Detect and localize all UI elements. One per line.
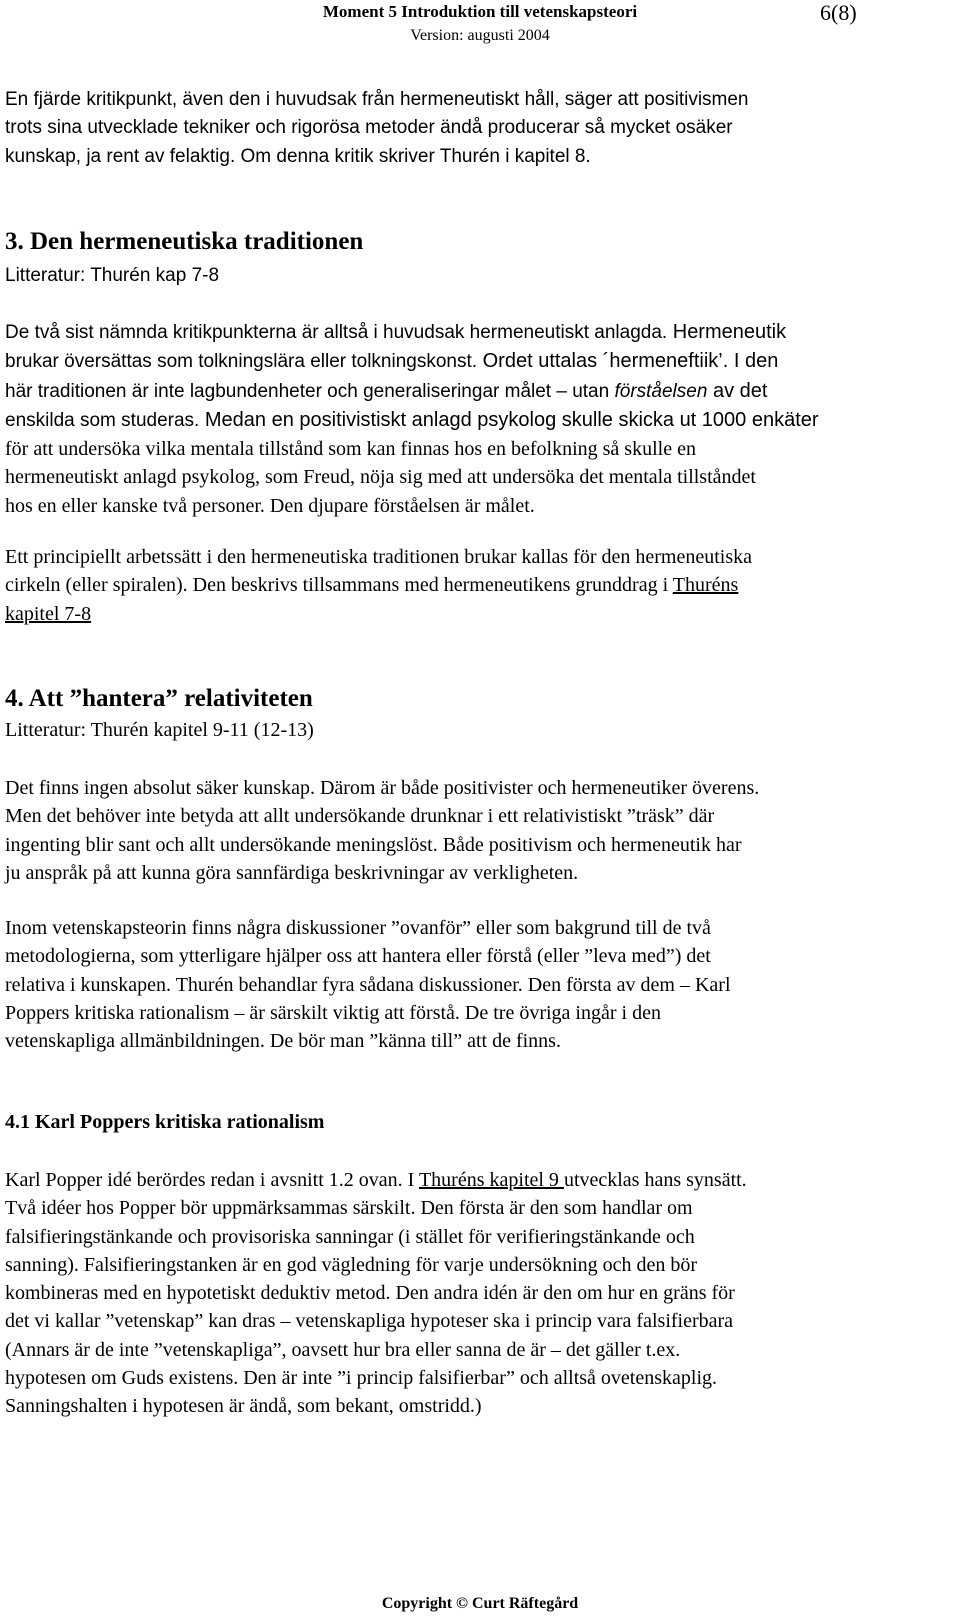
text-line: hypotesen om Guds existens. Den är inte ”i princip falsifierbar” och alltså ovetenskaplig. — [5, 1367, 718, 1390]
header-title: Moment 5 Introduktion till vetenskapsteori — [322, 2, 638, 21]
header-version: Version: augusti 2004 — [410, 27, 550, 44]
text-line: trots sina utvecklade tekniker och rigorösa metoder ändå producerar så mycket osäker — [5, 117, 733, 139]
chapter-reference: Om denna kritik skriver Thurén i kapitel 8. — [240, 145, 591, 167]
section-3 — [5, 228, 950, 256]
section-3-paragraph-1 — [5, 318, 950, 520]
text-line — [5, 318, 950, 347]
text-line: hos en eller kanske två personer. Den djupare förståelsen är målet. — [5, 494, 535, 517]
text-line: falsifieringstänkande och provisoriska sanningar (i stället för verifieringstänkande och — [5, 1225, 695, 1248]
text-run: enskilda som studeras. — [5, 409, 200, 431]
section-4 — [5, 685, 950, 713]
text-run: Medan en positivistiskt anlagd psykolog skulle skicka ut 1000 enkäter — [199, 408, 819, 431]
page-number: 6(8) — [820, 0, 857, 25]
text-line: det vi kallar ”vetenskap” kan dras – vetenskapliga hypoteser ska i princip vara falsifierbara — [5, 1310, 734, 1333]
text-line — [5, 377, 950, 406]
text-line: Ett principiellt arbetssätt i den hermeneutiska traditionen brukar kallas för den hermeneutiska — [5, 546, 752, 568]
text-run: Karl Popper idé berördes redan i avsnitt 1.2 ovan. I — [5, 1169, 419, 1191]
text-run: Ordet uttalas ´hermeneftiik’. I den — [477, 350, 779, 373]
text-line — [5, 600, 950, 628]
text-run: brukar översättas som tolkningslära eller tolkningskonst. — [5, 351, 478, 373]
section-heading: 4. Att ”hantera” relativiteten — [5, 685, 313, 712]
section-3-paragraph-2 — [5, 543, 950, 628]
footer-copyright: Copyright © Curt Räftegård — [381, 1595, 579, 1612]
text-run: De två sist nämnda kritikpunkterna är alltså i huvudsak hermeneutiskt anlagda. — [5, 322, 668, 343]
text-line: relativa i kunskapen. Thurén behandlar fyra sådana diskussioner. Den första av dem – Karl — [5, 973, 731, 996]
text-run: Hermeneutik — [667, 321, 787, 343]
text-line: hermeneutiskt anlagd psykolog, som Freud, nöja sig med att undersöka det mentala tillståndet — [5, 466, 756, 489]
chapter-link[interactable]: Thuréns — [672, 574, 739, 597]
text-line: vetenskapliga allmänbildningen. De bör man ”känna till” att de finns. — [5, 1030, 561, 1053]
text-line: för att undersöka vilka mentala tillstånd som kan finnas hos en befolkning så skulle en — [5, 438, 696, 461]
text-line: sanning). Falsifieringstanken är en god vägledning för varje undersökning och den bör — [5, 1253, 698, 1276]
section-4-1 — [5, 1111, 950, 1134]
text-line: ju anspråk på att kunna göra sannfärdiga beskrivningar av verkligheten. — [5, 861, 579, 884]
literature-line: Litteratur: Thurén kap 7-8 — [5, 265, 220, 286]
text-run: kunskap, ja rent av felaktig. — [5, 145, 241, 167]
chapter-link[interactable]: kapitel 7-8 — [5, 602, 92, 625]
text-line: ingenting blir sant och allt undersökande meningslöst. Både positivism och hermeneutik har — [5, 833, 742, 856]
section-4-1-paragraph — [5, 1166, 950, 1421]
text-line — [5, 143, 950, 171]
text-line — [5, 406, 950, 435]
text-line: metodologierna, som ytterligare hjälper oss att hantera eller förstå (eller ”leva med”) det — [5, 945, 711, 968]
literature-line: Litteratur: Thurén kapitel 9-11 (12-13) — [5, 719, 314, 741]
text-line — [5, 1166, 950, 1194]
section-4-paragraph-2 — [5, 914, 950, 1055]
section-heading: 4.1 Karl Poppers kritiska rationalism — [5, 1111, 325, 1133]
text-run: här traditionen är inte lagbundenheter och generaliseringar målet – utan — [5, 380, 615, 402]
text-line — [5, 571, 950, 599]
text-line: kombineras med en hypotetiskt deduktiv metod. Den andra idén är den om hur en gräns för — [5, 1282, 735, 1305]
intro-paragraph — [5, 86, 950, 171]
text-run: cirkeln (eller spiralen). Den beskrivs tillsammans med hermeneutikens grunddrag i — [5, 574, 673, 597]
text-line: Det finns ingen absolut säker kunskap. Därom är både positivister och hermeneutiker överens. — [5, 777, 760, 799]
text-run: av det — [707, 379, 768, 402]
text-line: En fjärde kritikpunkt, även den i huvudsak från hermeneutiskt håll, säger att positivismen — [5, 89, 749, 110]
text-line: Men det behöver inte betyda att allt undersökande drunknar i ett relativistiskt ”träsk” där — [5, 805, 715, 828]
chapter-link[interactable]: Thuréns kapitel 9 — [418, 1169, 564, 1191]
text-line — [5, 347, 950, 376]
text-line: Två idéer hos Popper bör uppmärksammas särskilt. Den första är den som handlar om — [5, 1197, 693, 1220]
section-4-paragraph-1 — [5, 774, 950, 887]
text-line: (Annars är de inte ”vetenskapliga”, oavsett hur bra eller sanna de är – det gäller t.ex. — [5, 1338, 681, 1361]
section-heading: 3. Den hermeneutiska traditionen — [5, 228, 364, 255]
text-line: Sanningshalten i hypotesen är ändå, som bekant, omstridd.) — [5, 1395, 482, 1418]
text-line: Poppers kritiska rationalism – är särskilt viktig att förstå. De tre övriga ingår i den — [5, 1001, 661, 1024]
text-run: utvecklas hans synsätt. — [563, 1169, 747, 1191]
text-line: Inom vetenskapsteorin finns några diskussioner ”ovanför” eller som bakgrund till de två — [5, 917, 711, 939]
emphasis: förståelsen — [614, 380, 708, 402]
